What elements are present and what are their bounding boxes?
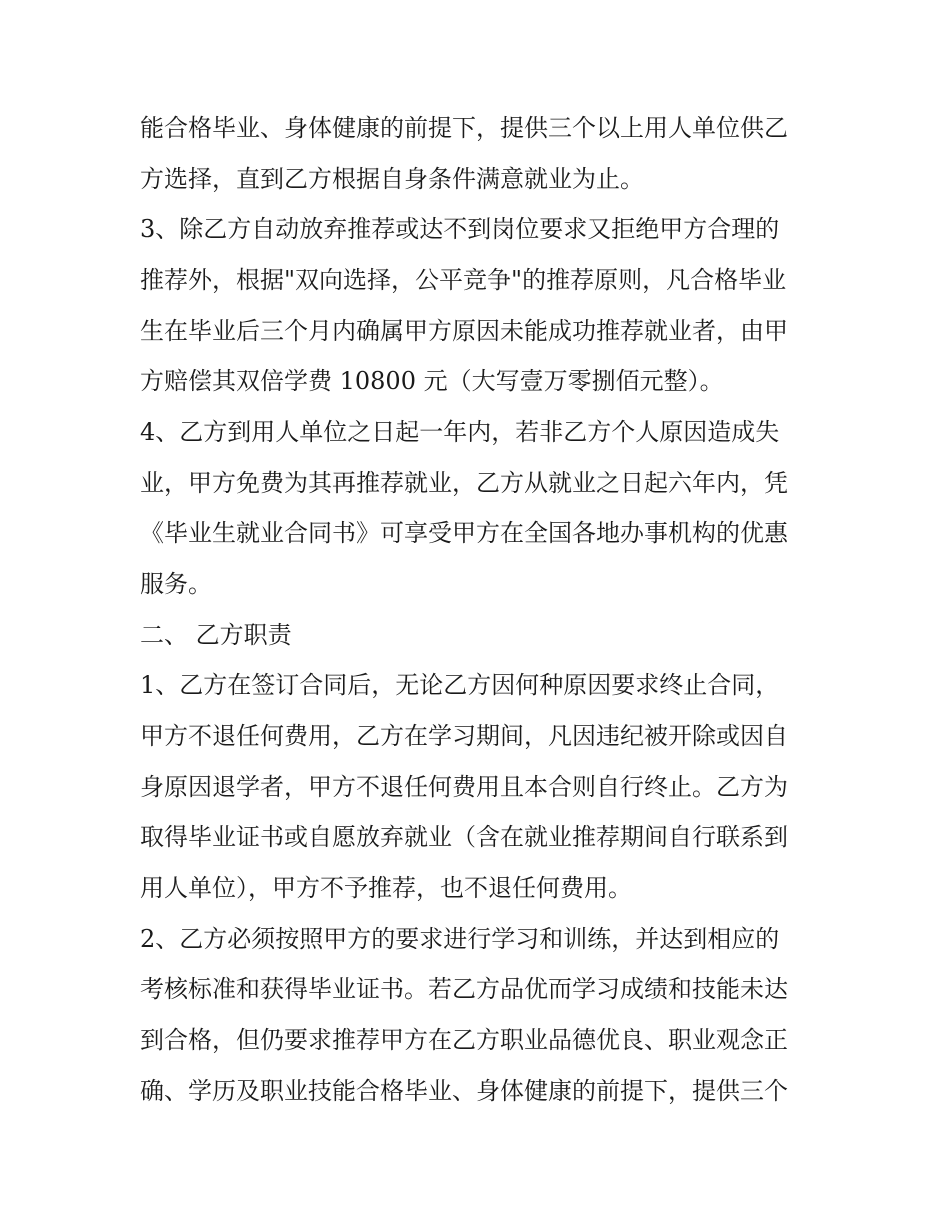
text-line: 取得毕业证书或自愿放弃就业（含在就业推荐期间自行联系到	[140, 823, 788, 851]
text-line: 2、乙方必须按照甲方的要求进行学习和训练，并达到相应的	[140, 925, 780, 953]
text-line: 《毕业生就业合同书》可享受甲方在全国各地办事机构的优惠	[140, 519, 788, 547]
text-line: 方选择，直到乙方根据自身条件满意就业为止。	[140, 165, 644, 193]
text-line: 推荐外，根据"双向选择，公平竞争"的推荐原则，凡合格毕业	[140, 266, 787, 294]
text-line: 到合格，但仍要求推荐甲方在乙方职业品德优良、职业观念正	[140, 1026, 788, 1054]
text-line: 4、乙方到用人单位之日起一年内，若非乙方个人原因造成失	[140, 418, 780, 446]
text-line: 业，甲方免费为其再推荐就业，乙方从就业之日起六年内，凭	[140, 469, 788, 497]
text-line: 能合格毕业、身体健康的前提下，提供三个以上用人单位供乙	[140, 114, 788, 142]
text-line: 用人单位），甲方不予推荐，也不退任何费用。	[140, 874, 632, 902]
section-heading: 二、 乙方职责	[140, 621, 292, 649]
text-line: 3、除乙方自动放弃推荐或达不到岗位要求又拒绝甲方合理的	[140, 215, 780, 243]
text-line: 方赔偿其双倍学费 10800 元（大写壹万零捌佰元整）。	[140, 367, 724, 395]
text-line: 身原因退学者，甲方不退任何费用且本合则自行终止。乙方为	[140, 773, 788, 801]
text-line: 甲方不退任何费用，乙方在学习期间，凡因违纪被开除或因自	[140, 722, 788, 750]
text-line: 确、学历及职业技能合格毕业、身体健康的前提下，提供三个	[140, 1077, 788, 1105]
text-line: 考核标准和获得毕业证书。若乙方品优而学习成绩和技能未达	[140, 975, 788, 1003]
text-line: 服务。	[140, 570, 212, 598]
text-line: 1、乙方在签订合同后，无论乙方因何种原因要求终止合同，	[140, 671, 780, 699]
text-line: 生在毕业后三个月内确属甲方原因未能成功推荐就业者，由甲	[140, 317, 788, 345]
